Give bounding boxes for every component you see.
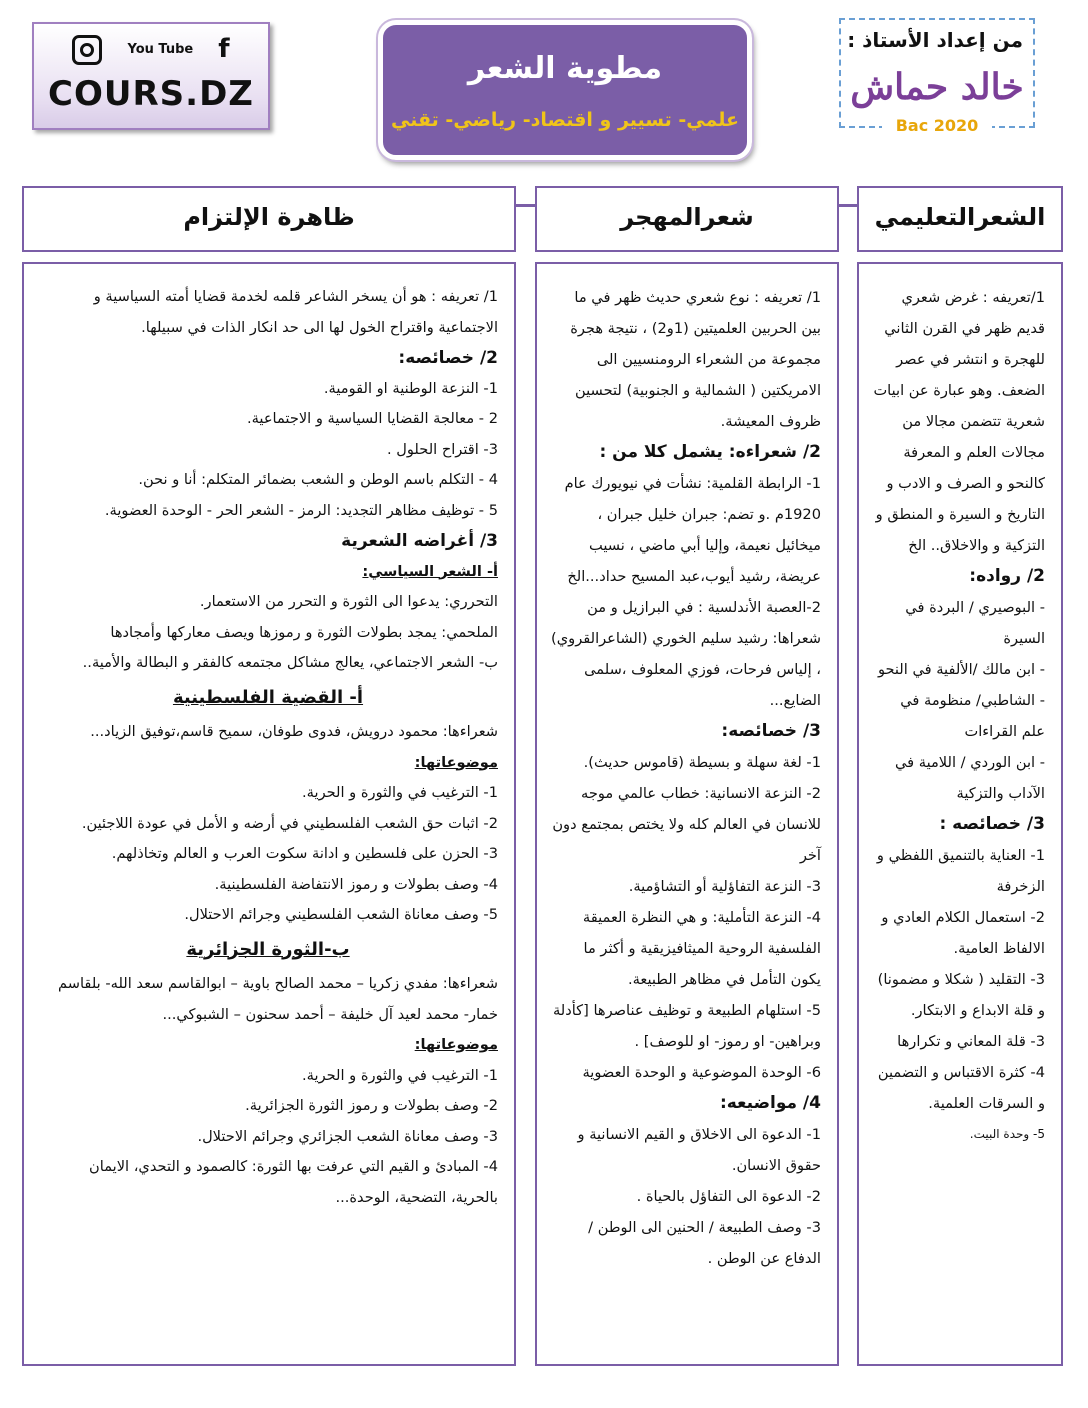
section-heading: 3/ خصائصه : xyxy=(939,814,1045,834)
list-item: - ابن الوردي / اللامية في الآداب والتزكية xyxy=(894,754,1045,802)
column-mahjar xyxy=(535,262,839,1366)
list-item: 5- وحدة البيت. xyxy=(969,1127,1045,1141)
list-item: 1- الترغيب في والثورة و الحرية. xyxy=(302,1066,498,1084)
bac-year: Bac 2020 xyxy=(882,116,992,135)
list-item: 1- لغة سهلة و بسيطة (قاموس حديث). xyxy=(583,754,821,771)
subsection-title: ب-الثورة الجزائرية xyxy=(186,938,350,960)
list-item: التحرري: يدعوا الى الثورة و التحرر من الاستعمار. xyxy=(199,593,498,610)
section-heading: 4/ مواضيعه: xyxy=(719,1093,821,1113)
subsection-heading: أ- الشعر السياسي: xyxy=(362,562,498,580)
list-item: 3- قلة المعاني و تكرارها xyxy=(897,1033,1045,1050)
title-banner xyxy=(378,20,752,160)
brand-name: COURS.DZ xyxy=(48,74,254,114)
list-item: 4- كثرة الاقتباس و التضمين و السرقات العلمية. xyxy=(877,1064,1045,1112)
list-item: - ابن مالك /الألفية في النحو xyxy=(877,661,1045,678)
heading-didactic: الشعرالتعليمي xyxy=(857,186,1063,252)
youtube-icon[interactable]: You Tube xyxy=(127,42,194,57)
list-item: شعراءها: مفدي زكريا – محمد الصالح باوية – ابوالقاسم سعد الله- بلقاسم خمار- محمد لعيد آل خليفة – أحمد سحنون – الشبوكي... xyxy=(58,975,498,1023)
column-didactic xyxy=(857,262,1063,1366)
social-icons xyxy=(34,34,268,65)
list-item: 1- الدعوة الى الاخلاق و القيم الانسانية و حقوق الانسان. xyxy=(577,1126,821,1174)
section-heading: 3/ خصائصه: xyxy=(721,721,821,741)
list-item: 1- الترغيب في والثورة و الحرية. xyxy=(302,784,498,801)
list-item: 4- النزعة التأملية: و هي النظرة العميقة الفلسفية الروحية الميثافيزيقية و أكثر ما يكون التأمل في مظاهر الطبيعة. xyxy=(582,909,821,988)
subsection-title: أ- القضية الفلسطينية xyxy=(172,686,364,708)
page-title: مطوية الشعر xyxy=(467,51,663,86)
list-item: شعراءها: محمود درويش، فدوى طوفان، سميح قاسم،توفيق الزياد... xyxy=(90,723,498,740)
list-item: 5 - توظيف مظاهر التجديد: الرمز - الشعر الحر - الوحدة العضوية. xyxy=(104,501,498,519)
list-item: 2- استعمال الكلام العادي و الالفاظ العامية. xyxy=(881,909,1045,957)
list-item: 2 - معالجة القضايا السياسية و الاجتماعية. xyxy=(246,410,498,427)
list-item: 2- وصف بطولات و رموز الثورة الجزائرية. xyxy=(245,1097,498,1114)
section-heading: 2/ خصائصه: xyxy=(398,348,498,368)
list-item: 3- اقتراح الحلول . xyxy=(387,440,498,458)
heading-iltizam: ظاهرة الإلتزام xyxy=(22,186,516,252)
author-label: من إعداد الأستاذ : xyxy=(847,28,1023,52)
list-item: - البوصيري / البردة في السيرة xyxy=(905,599,1045,647)
list-item: 3- التقليد ( شكلا و مضمونا) و قلة الابداع و الابتكار. xyxy=(877,971,1045,1019)
definition: 1/تعريفه : غرض شعري قديم ظهر في القرن الثاني للهجرة و انتشر في عصر الضعف. وهو عبارة عن ابيات شعرية تتضمن مجالا من مجالات العلم و المعرفة كالنحو و الصرف و الادب و التاريخ و السيرة و المنطق و التزكية و والاخلاق.. الخ xyxy=(873,289,1045,554)
list-item: الملحمي: يمجد بطولات الثورة و رموزها ويصف معاركها وأمجادها xyxy=(110,623,498,641)
section-heading: 2/ شعراءه: يشمل كلا من : xyxy=(599,442,821,462)
list-item: 1- النزعة الوطنية او القومية. xyxy=(323,379,498,397)
author-name: خالد حماش xyxy=(850,66,1024,108)
list-item: 5- استلهام الطبيعة و توظيف عناصرها [كأدلة وبراهين- او رموز- او للوصف] . xyxy=(552,1002,821,1050)
list-item: 4- المبادئ و القيم التي عرفت بها الثورة: كالصمود و التحدي، الايمان بالحرية، التضحية، الوحدة... xyxy=(89,1158,498,1206)
list-item: 6- الوحدة الموضوعية و الوحدة العضوية xyxy=(582,1064,821,1081)
divider xyxy=(839,204,857,207)
list-item: 4 - التكلم باسم الوطن و الشعب بضمائر المتكلم: أنا و نحن. xyxy=(138,471,498,488)
list-item: 5- وصف معاناة الشعب الفلسطيني وجرائم الاحتلال. xyxy=(184,906,498,923)
heading-mahjar: شعرالمهجر xyxy=(535,186,839,252)
facebook-icon[interactable]: f xyxy=(218,34,230,64)
list-item: 1- الرابطة القلمية: نشأت في نيويورك عام 1920م .و تضم: جبران خليل جبران ، ميخائيل نعيمة، وإليا أبي ماضي ، نسيب عريضة، رشيد أيوب،عبد المسيح حداد...الخ xyxy=(564,475,821,585)
column-iltizam xyxy=(22,262,516,1366)
subsection-heading: موضوعاتها: xyxy=(414,753,498,771)
definition: 1/ تعريفه : نوع شعري حديث ظهر في ما بين الحربين العلميتين (1و2) ، نتيجة هجرة مجموعة من الشعراء الرومنسيين الى الامريكتين ( الشمالية و الجنوبية) لتحسين ظروف المعيشة. xyxy=(570,289,821,430)
page-subtitle: علمي- تسيير و اقتصاد- رياضي- تقني xyxy=(391,109,739,131)
section-heading: 2/ رواده: xyxy=(969,566,1045,586)
divider xyxy=(516,204,535,207)
list-item: 3- وصف الطبيعة / الحنين الى الوطن / الدفاع عن الوطن . xyxy=(588,1219,821,1267)
list-item: 3- الحزن على فلسطين و ادانة سكوت العرب و العالم وتخاذلهم. xyxy=(111,845,498,862)
list-item: 1- العناية بالتنميق اللفظي و الزخرفة xyxy=(876,847,1045,895)
list-item: 2- النزعة الانسانية: خطاب عالمي موجه للانسان في العالم كله ولا يختص بمجتمع دون آخر xyxy=(552,785,821,864)
list-item: 2-العصبة الأندلسية : في البرازيل و من شعراها: رشيد سليم الخوري (الشاعرالقروي) ، إلياس فرحات، فوزي المعلوف ،سلمى الضايع... xyxy=(551,599,821,709)
subsection-heading: موضوعاتها: xyxy=(414,1036,498,1053)
section-heading: 3/ أغراضه الشعرية xyxy=(341,531,498,551)
site-logo[interactable] xyxy=(32,22,270,130)
list-item: - الشاطبي/ منظومة في علم القراءات xyxy=(900,692,1045,740)
list-item: 3- النزعة التفاؤلية أو التشاؤمية. xyxy=(628,878,821,895)
definition: 1/ تعريفه : هو أن يسخر الشاعر قلمه لخدمة قضايا أمته السياسية و الاجتماعية واقتراح الخول لها الى حد انكار الذات في سبيلها. xyxy=(93,288,498,336)
list-item: 2- اثبات حق الشعب الفلسطيني في أرضه و الأمل في عودة اللاجئين. xyxy=(81,814,498,832)
author-card xyxy=(839,18,1035,135)
list-item: 4- وصف بطولات و رموز الانتفاضة الفلسطينية. xyxy=(214,875,498,893)
list-item: 2- الدعوة الى التفاؤل بالحياة . xyxy=(636,1188,821,1205)
list-item: 3- وصف معاناة الشعب الجزائري وجرائم الاحتلال. xyxy=(197,1127,498,1145)
list-item: ب- الشعر الاجتماعي، يعالج مشاكل مجتمعه كالفقر و البطالة والأمية.. xyxy=(82,654,498,671)
instagram-icon[interactable] xyxy=(72,35,102,65)
